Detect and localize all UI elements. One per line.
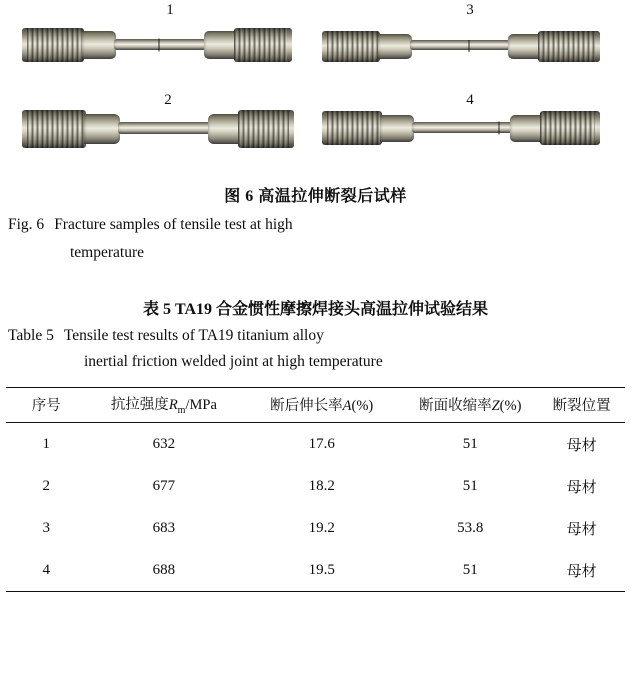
header-tensile-strength-symbol: R — [168, 397, 178, 413]
figure-caption-line-1: Fracture samples of tensile test at high — [54, 216, 293, 233]
header-no: 序号 — [6, 388, 86, 423]
table-row — [6, 422, 625, 465]
specimen-label-1: 1 — [166, 2, 174, 18]
specimen-4 — [322, 104, 602, 152]
table-row — [6, 549, 625, 592]
specimen-1 — [22, 22, 292, 68]
cell-location: 母材 — [566, 437, 597, 454]
figure-caption-line-2: temperature — [70, 244, 145, 261]
specimen-3-shoulder-left — [378, 34, 412, 59]
specimen-4-shoulder-right — [510, 115, 544, 142]
specimen-2-thread-right — [238, 110, 294, 148]
results-table-header-row — [6, 388, 625, 423]
table-caption-english — [8, 327, 617, 345]
header-fracture-location: 断裂位置 — [538, 388, 625, 423]
specimen-3-cap-right — [595, 32, 600, 61]
header-elongation-unit: (%) — [351, 397, 374, 414]
specimen-3-thread-right — [538, 31, 600, 62]
figure-caption-chinese: 图 6 高温拉伸断裂后试样 — [224, 188, 407, 205]
specimen-4-cap-right — [595, 112, 600, 144]
specimen-2-shoulder-right — [208, 114, 242, 144]
cell-reduction: 51 — [462, 477, 478, 494]
results-table-body — [6, 422, 625, 591]
header-elongation — [241, 388, 402, 423]
cell-reduction: 53.8 — [457, 519, 484, 536]
specimen-3-thread-left — [322, 31, 380, 62]
cell-elongation: 17.6 — [308, 435, 335, 452]
table-caption-label: Table 5 — [8, 327, 54, 344]
header-reduction — [402, 388, 538, 423]
specimen-label-4: 4 — [466, 92, 474, 108]
header-reduction-symbol: Z — [491, 397, 500, 414]
figure-caption-english-cont — [8, 244, 617, 262]
results-table-head — [6, 388, 625, 423]
specimen-3 — [322, 24, 602, 68]
specimen-label-2: 2 — [164, 92, 172, 108]
specimen-1-thread-right — [234, 28, 292, 62]
cell-location: 母材 — [566, 521, 597, 538]
cell-elongation: 19.5 — [241, 549, 402, 592]
header-elongation-symbol: A — [342, 397, 352, 414]
header-tensile-strength-text: 抗拉强度 — [110, 397, 169, 413]
cell-no: 4 — [6, 549, 86, 592]
specimen-3-fracture — [468, 40, 470, 52]
specimen-1-shoulder-left — [82, 31, 116, 59]
specimen-4-thread-right — [540, 111, 600, 145]
cell-strength: 688 — [86, 549, 241, 592]
specimen-1-cap-left — [22, 29, 27, 61]
table-caption-line-2: inertial friction welded joint at high temperature — [84, 353, 383, 370]
specimen-4-shoulder-left — [380, 115, 414, 142]
specimen-2-cap-left — [22, 111, 27, 147]
cell-elongation: 18.2 — [308, 477, 335, 494]
cell-location: 母材 — [566, 479, 597, 496]
specimen-3-cap-left — [322, 32, 327, 61]
table-caption-english-cont — [8, 353, 617, 371]
specimen-2-shoulder-left — [84, 114, 120, 144]
specimen-2-cap-right — [289, 111, 294, 147]
header-reduction-text: 断面收缩率 — [419, 397, 492, 414]
figure-caption — [0, 183, 631, 262]
table-row — [6, 507, 625, 549]
specimen-4-gauge — [412, 122, 512, 133]
table-caption-line-1: Tensile test results of TA19 titanium alloy — [63, 327, 324, 344]
header-reduction-unit: (%) — [499, 397, 522, 414]
specimen-1-fracture — [158, 39, 160, 52]
specimen-3-shoulder-right — [508, 34, 542, 59]
specimen-label-3: 3 — [466, 2, 474, 18]
specimen-1-gauge — [114, 39, 206, 50]
cell-elongation: 19.2 — [308, 519, 335, 536]
table-caption — [0, 296, 631, 371]
cell-strength: 683 — [152, 519, 176, 536]
header-tensile-strength — [86, 388, 241, 423]
header-elongation-text: 断后伸长率 — [270, 397, 343, 414]
cell-location: 母材 — [538, 549, 625, 592]
specimen-4-fracture — [498, 122, 500, 135]
cell-reduction: 51 — [402, 549, 538, 592]
specimen-2-thread-left — [22, 110, 86, 148]
cell-strength: 677 — [152, 477, 176, 494]
specimen-3-gauge — [410, 40, 510, 50]
cell-strength: 632 — [152, 435, 176, 452]
header-tensile-strength-subscript: m — [177, 404, 186, 416]
figure-6-image — [0, 0, 631, 175]
cell-no: 1 — [42, 435, 50, 452]
header-tensile-strength-unit: /MPa — [185, 397, 217, 413]
specimen-2 — [22, 104, 294, 154]
specimen-1-cap-right — [287, 29, 292, 61]
results-table — [6, 387, 625, 592]
table-caption-chinese: 表 5 TA19 合金惯性摩擦焊接头高温拉伸试验结果 — [142, 301, 489, 318]
cell-no: 3 — [42, 519, 50, 536]
specimen-4-thread-left — [322, 111, 382, 145]
cell-no: 2 — [42, 477, 50, 494]
specimen-1-thread-left — [22, 28, 84, 62]
specimen-1-shoulder-right — [204, 31, 238, 59]
results-table-wrapper — [6, 387, 625, 592]
cell-reduction: 51 — [462, 435, 478, 452]
figure-caption-label: Fig. 6 — [8, 216, 45, 233]
table-row — [6, 465, 625, 507]
figure-caption-english — [8, 216, 617, 234]
specimen-2-gauge — [118, 122, 212, 134]
specimen-4-cap-left — [322, 112, 327, 144]
